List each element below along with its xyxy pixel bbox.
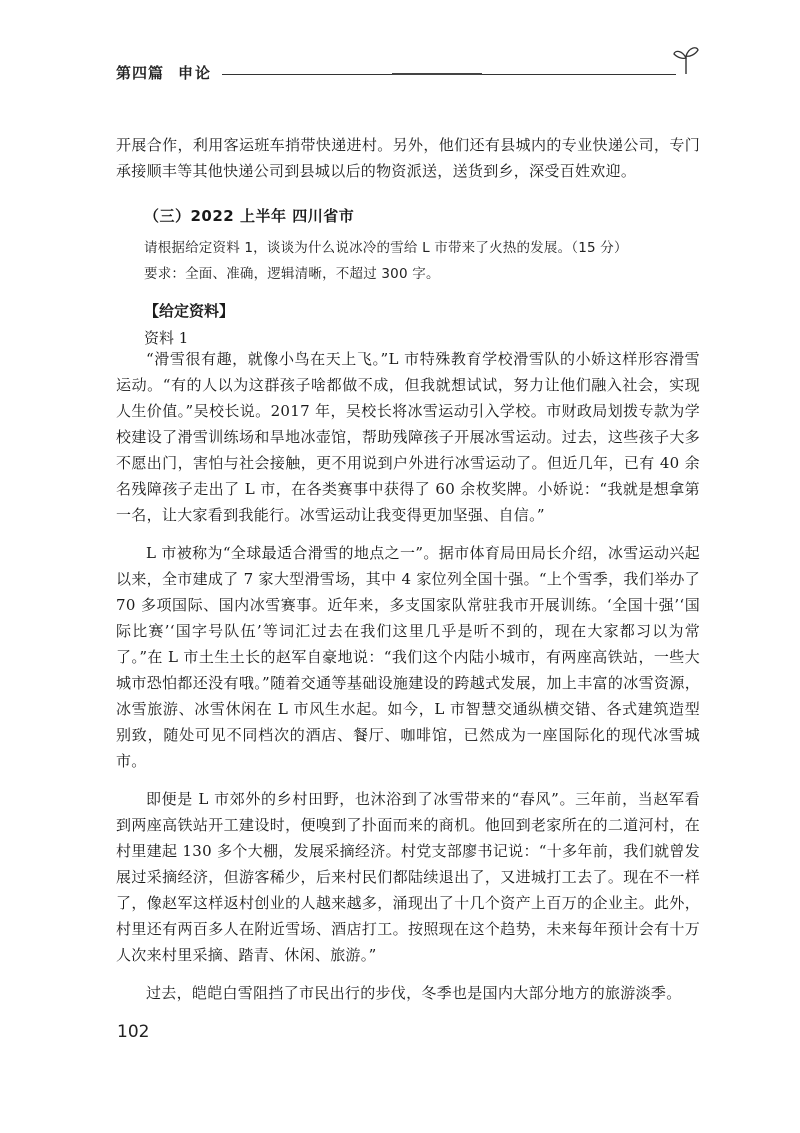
section-heading: （三）2022 上半年 四川省市 — [144, 207, 355, 225]
intro-block — [116, 132, 700, 184]
page-number: 102 — [117, 1022, 150, 1042]
question-line: 请根据给定资料 1，谈谈为什么说冰冷的雪给 L 市带来了火热的发展。（15 分） — [144, 240, 628, 256]
material-paragraph: 即便是 L 市郊外的乡村田野，也沐浴到了冰雪带来的“春风”。三年前，当赵军看到两座高铁站开工建设时，便嗅到了扑面而来的商机。他回到老家所在的二道河村，在村里建起 130 多个大棚，发展采摘经济。村党支部廖书记说：“十多年前，我们就曾发展过采摘经济，但游客稀少，后来村民们都陆续退出了，又进城打工去了。现在不一样了，像赵军这样返村创业的人越来越多，涌现出了十几个资产上百万的企业主。此外，村里还有两百多人在附近雪场、酒店打工。按照现在这个趋势，未来每年预计会有十万人次来村里采摘、踏青、休闲、旅游。” — [116, 790, 700, 964]
header-rule — [222, 74, 676, 75]
given-material-label: 【给定资料】 — [144, 302, 235, 320]
material-paragraph: L 市被称为“全球最适合滑雪的地点之一”。据市体育局田局长介绍，冰雪运动兴起以来，全市建成了 7 家大型滑雪场，其中 4 家位列全国十强。“上个雪季，我们举办了 70 多项国际、国内冰雪赛事。近年来，多支国家队常驻我市开展训练。‘全国十强’‘国际比赛’‘国字号队伍’等词汇过去在我们这里几乎是听不到的，现在大家都习以为常了。”在 L 市土生土长的赵军自豪地说：“我们这个内陆小城市，有两座高铁站，一些大城市恐怕都还没有哦。”随着交通等基础设施建设的跨越式发展，加上丰富的冰雪资源，冰雪旅游、冰雪休闲在 L 市风生水起。如今，L 市智慧交通纵横交错、各式建筑造型别致，随处可见不同档次的酒店、餐厅、咖啡馆，已然成为一座国际化的现代冰雪城市。 — [116, 544, 700, 770]
material-paragraph: 过去，皑皑白雪阻挡了市民出行的步伐，冬季也是国内大部分地方的旅游淡季。 — [146, 984, 682, 1002]
requirement-line: 要求：全面、准确，逻辑清晰，不超过 300 字。 — [144, 266, 440, 282]
running-header — [116, 62, 676, 82]
material-paragraph: “滑雪很有趣，就像小鸟在天上飞。”L 市特殊教育学校滑雪队的小娇这样形容滑雪运动。“有的人以为这群孩子啥都做不成，但我就想试试，努力让他们融入社会，实现人生价值。”吴校长说。2017 年，吴校长将冰雪运动引入学校。市财政局划拨专款为学校建设了滑雪训练场和旱地冰壶馆，帮助残障孩子开展冰雪运动。过去，这些孩子大多不愿出门，害怕与社会接触，更不用说到户外进行冰雪运动了。但近几年，已有 40 余名残障孩子走出了 L 市，在各类赛事中获得了 60 余枚奖牌。小娇说：“我就是想拿第一名，让大家看到我能行。冰雪运动让我变得更加坚强、自信。” — [116, 350, 700, 524]
material-label: 资料 1 — [144, 329, 189, 347]
material-body — [116, 346, 700, 1006]
intro-paragraph: 开展合作，利用客运班车捎带快递进村。另外，他们还有县城内的专业快递公司，专门承接顺丰等其他快递公司到县城以后的物资派送，送货到乡，深受百姓欢迎。 — [116, 136, 700, 180]
header-title: 申论 — [178, 63, 213, 82]
header-section: 第四篇 — [116, 63, 165, 82]
sprout-icon — [672, 44, 700, 76]
